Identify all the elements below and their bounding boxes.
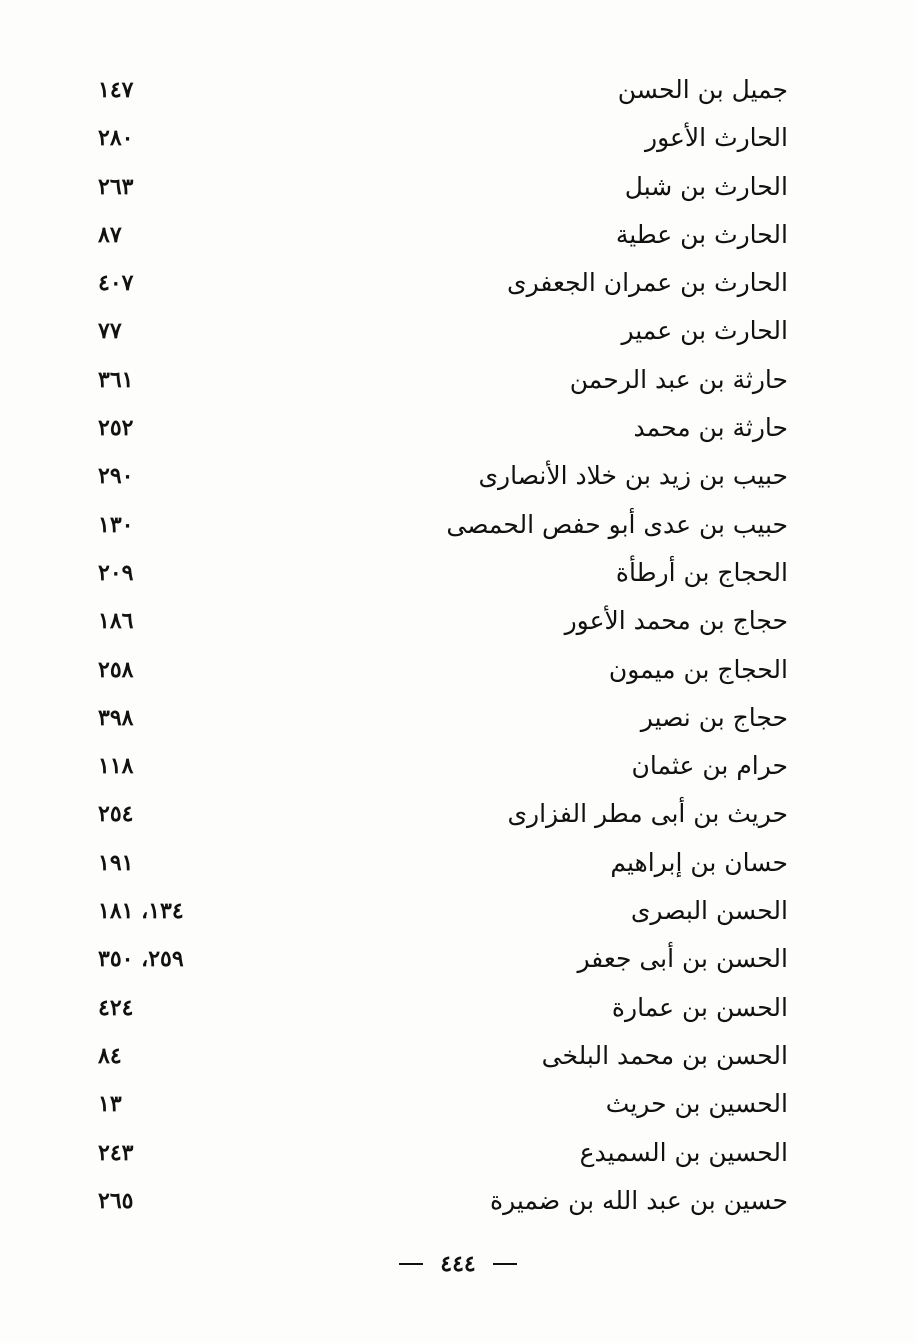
footer-dash-left — [399, 1263, 423, 1265]
index-row — [0, 742, 916, 790]
entry-name: حارثة بن محمد — [633, 413, 788, 443]
index-row — [0, 839, 916, 887]
entry-name: حبيب بن زيد بن خلاد الأنصارى — [478, 461, 788, 491]
entry-page-numbers: ٣٦١ — [98, 366, 134, 393]
entry-name: الحارث بن عمران الجعفرى — [507, 268, 788, 298]
entry-page-numbers: ٢٥٩، ٣٥٠ — [98, 946, 184, 973]
index-row — [0, 1032, 916, 1080]
footer-dash-right — [493, 1263, 517, 1265]
entry-page-numbers: ٢٦٥ — [98, 1187, 134, 1214]
entry-name: الحسين بن السميدع — [579, 1137, 788, 1167]
entry-name: الحسن بن محمد البلخى — [541, 1040, 788, 1070]
index-row — [0, 646, 916, 694]
entry-name: حسان بن إبراهيم — [610, 847, 788, 877]
entry-name: الحسن بن أبى جعفر — [577, 944, 788, 974]
entry-name: الحارث بن عمير — [621, 316, 788, 346]
index-row — [0, 501, 916, 549]
index-row — [0, 452, 916, 500]
index-row — [0, 404, 916, 452]
entry-page-numbers: ٢٥٢ — [98, 415, 134, 442]
entry-name: حرام بن عثمان — [631, 751, 788, 781]
entry-name: حريث بن أبى مطر الفزارى — [507, 799, 788, 829]
entry-name: الحسن بن عمارة — [611, 992, 788, 1022]
entry-page-numbers: ١٣٤، ١٨١ — [98, 898, 184, 925]
entry-name: الحجاج بن أرطأة — [615, 557, 788, 587]
index-row — [0, 211, 916, 259]
index-row — [0, 597, 916, 645]
entry-name: حجاج بن نصير — [640, 702, 788, 732]
page-footer — [0, 1250, 916, 1277]
index-row — [0, 356, 916, 404]
entry-name: حجاج بن محمد الأعور — [564, 606, 788, 636]
entry-page-numbers: ٢٠٩ — [98, 559, 134, 586]
entry-name: الحارث بن شبل — [624, 171, 788, 201]
entry-name: جميل بن الحسن — [617, 75, 788, 104]
entry-page-numbers: ٧٧ — [98, 318, 122, 345]
entry-name: الحجاج بن ميمون — [608, 654, 788, 684]
index-row — [0, 935, 916, 983]
entry-page-numbers: ٢٦٣ — [98, 173, 134, 200]
entry-name: الحارث بن عطية — [615, 219, 788, 249]
index-row — [0, 307, 916, 355]
entry-page-numbers: ٣٩٨ — [98, 704, 134, 731]
entry-page-numbers: ١٣ — [98, 1091, 122, 1118]
index-row — [0, 1080, 916, 1128]
index-row — [0, 694, 916, 742]
entry-name: حسين بن عبد الله بن ضميرة — [490, 1185, 788, 1215]
index-row — [0, 66, 916, 114]
index-row — [0, 549, 916, 597]
entry-page-numbers: ١٤٧ — [98, 77, 134, 103]
page-number: ٤٤٤ — [440, 1251, 476, 1277]
entry-page-numbers: ٨٧ — [98, 221, 122, 248]
index-row — [0, 984, 916, 1032]
entry-name: الحسن البصرى — [630, 896, 788, 926]
entry-name: حارثة بن عبد الرحمن — [569, 364, 788, 394]
entry-name: حبيب بن عدى أبو حفص الحمصى — [446, 509, 788, 539]
index-row — [0, 163, 916, 211]
entry-page-numbers: ١٩١ — [98, 849, 134, 876]
index-row — [0, 1177, 916, 1225]
entry-page-numbers: ٢٥٤ — [98, 801, 134, 828]
entry-page-numbers: ١١٨ — [98, 753, 134, 780]
index-row — [0, 887, 916, 935]
index-row — [0, 1129, 916, 1177]
index-row — [0, 114, 916, 162]
entry-page-numbers: ٤٠٧ — [98, 270, 134, 297]
entry-page-numbers: ٨٤ — [98, 1042, 122, 1069]
entry-page-numbers: ٤٢٤ — [98, 994, 134, 1021]
entry-page-numbers: ٢٥٨ — [98, 656, 134, 683]
entry-page-numbers: ٢٨٠ — [98, 125, 134, 152]
entry-page-numbers: ١٨٦ — [98, 608, 134, 635]
entry-page-numbers: ١٣٠ — [98, 511, 134, 538]
entry-page-numbers: ٢٩٠ — [98, 463, 134, 490]
entry-name: الحارث الأعور — [645, 123, 788, 153]
index-list — [0, 66, 916, 1225]
entry-page-numbers: ٢٤٣ — [98, 1139, 134, 1166]
entry-name: الحسين بن حريث — [605, 1089, 788, 1119]
index-row — [0, 790, 916, 838]
index-row — [0, 259, 916, 307]
